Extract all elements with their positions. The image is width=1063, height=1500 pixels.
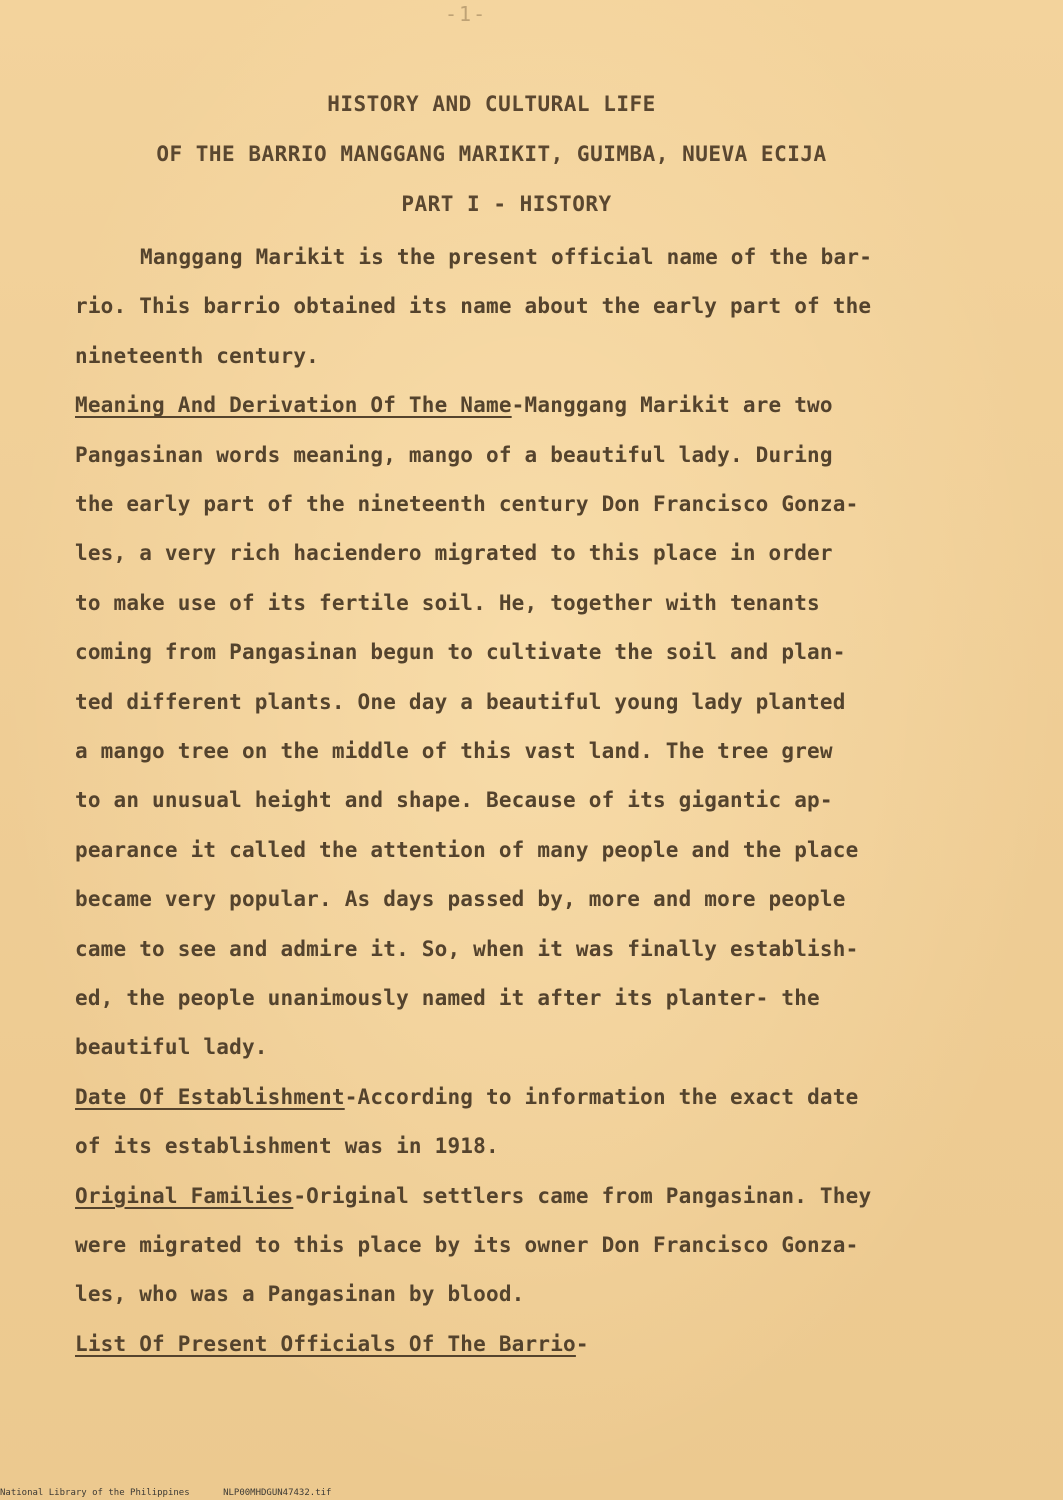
body-text: of its establishment was in 1918. <box>75 1134 499 1159</box>
body-line <box>75 640 846 664</box>
page-number: -1- <box>445 2 488 26</box>
body-text: -Manggang Marikit are two <box>511 393 833 418</box>
body-text: a mango tree on the middle of this vast land. The tree grew <box>75 739 833 763</box>
body-line <box>75 1184 871 1208</box>
body-line <box>75 393 833 417</box>
body-text: beautiful lady. <box>75 1035 268 1060</box>
body-text: to make use of its fertile soil. He, together with tenants <box>75 590 820 615</box>
body-line <box>75 1233 858 1257</box>
body-line <box>75 788 833 812</box>
title-line-1: HISTORY AND CULTURAL LIFE <box>327 92 656 116</box>
body-text: - <box>575 1331 589 1356</box>
body-line <box>75 887 846 911</box>
section-heading: Meaning And Derivation Of The Name <box>75 393 512 418</box>
body-line <box>75 1085 858 1109</box>
body-line <box>75 1282 525 1306</box>
body-line <box>75 739 833 763</box>
body-text: les, a very rich haciendero migrated to this place in order <box>75 541 833 566</box>
body-text: -Original settlers came from Pangasinan. They <box>293 1183 872 1208</box>
body-text: les, who was a Pangasinan by blood. <box>75 1282 525 1307</box>
body-line <box>75 1035 268 1059</box>
footer-library: National Library of the Philippines <box>0 1488 190 1498</box>
body-line <box>75 492 858 516</box>
body-text: the early part of the nineteenth century Don Francisco Gonza- <box>75 492 859 516</box>
body-line <box>75 591 820 615</box>
body-line <box>75 1134 499 1158</box>
body-text: pearance it called the attention of many people and the place <box>75 837 859 862</box>
section-heading: List Of Present Officials Of The Barrio <box>75 1331 576 1356</box>
body-text: Pangasinan words meaning, mango of a beautiful lady. During <box>75 442 833 467</box>
body-line <box>140 245 872 269</box>
body-text: ed, the people unanimously named it after its planter- the <box>75 986 820 1010</box>
footer-filename: NLP00MHDGUN47432.tif <box>223 1488 332 1498</box>
body-text: -According to information the exact date <box>344 1084 859 1109</box>
body-line <box>75 344 319 368</box>
body-line <box>75 443 833 467</box>
body-text: nineteenth century. <box>75 343 320 368</box>
body-text: to an unusual height and shape. Because of its gigantic ap- <box>75 788 833 813</box>
body-line <box>75 1332 589 1356</box>
section-heading: Original Families <box>75 1183 294 1208</box>
body-text: coming from Pangasinan begun to cultivate the soil and plan- <box>75 640 846 665</box>
body-line <box>75 541 833 565</box>
body-line <box>75 986 820 1010</box>
body-line <box>75 294 871 318</box>
body-line <box>75 690 846 714</box>
body-text: became very popular. As days passed by, more and more people <box>75 887 846 912</box>
body-text: ted different plants. One day a beautiful young lady planted <box>75 689 846 714</box>
body-text: Manggang Marikit is the present official name of the bar- <box>140 245 873 269</box>
scan-footer <box>0 1488 359 1498</box>
title-line-2: OF THE BARRIO MANGGANG MARIKIT, GUIMBA, NUEVA ECIJA <box>156 142 827 166</box>
title-line-3: PART I - HISTORY <box>401 192 612 216</box>
body-line <box>75 838 858 862</box>
body-text: rio. This barrio obtained its name about the early part of the <box>75 294 872 319</box>
section-heading: Date Of Establishment <box>75 1084 345 1109</box>
body-text: came to see and admire it. So, when it was finally establish- <box>75 936 859 961</box>
body-line <box>75 937 858 961</box>
body-text: were migrated to this place by its owner Don Francisco Gonza- <box>75 1233 859 1257</box>
